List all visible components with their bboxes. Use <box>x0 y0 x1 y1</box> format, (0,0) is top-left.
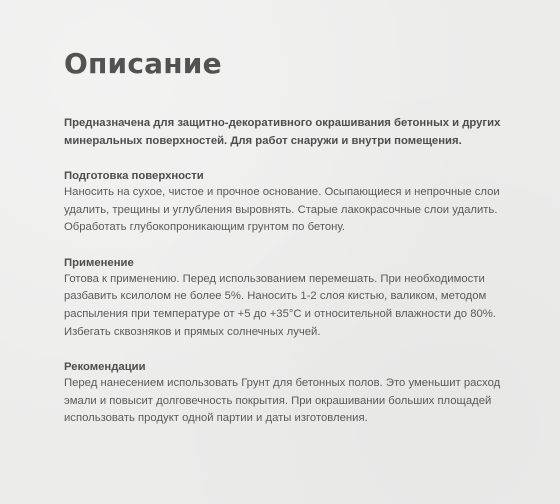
page-title: Описание <box>64 47 222 80</box>
section-application <box>64 255 504 341</box>
intro-text: Предназначена для защитно-декоративного окрашивания бетонных и других минеральных поверхностей. Для работ снаружи и внутри помещения. <box>64 117 501 147</box>
section-body: Готова к применению. Перед использованием перемешать. При необходимости разбавить ксилолом не более 5%. Наносить 1-2 слоя кистью, валиком, методом распыления при температуре от +5 до +35°C и относительной влажности до 80%. Избегать сквозняков и прямых солнечных лучей. <box>64 272 496 338</box>
section-heading: Рекомендации <box>64 361 146 374</box>
section-recommendations <box>64 359 504 428</box>
section-body: Перед нанесением использовать Грунт для бетонных полов. Это уменьшит расход эмали и повысит долговечность покрытия. При окрашивании больших площадей использовать продукт одной партии и даты изготовления. <box>64 377 501 425</box>
section-body: Наносить на сухое, чистое и прочное основание. Осыпающиеся и непрочные слои удалить, трещины и углубления выровнять. Старые лакокрасочные слои удалить. Обработать глубокопроникающим грунтом по бетону. <box>64 186 500 234</box>
section-surface-preparation <box>64 168 504 237</box>
section-heading: Подготовка поверхности <box>64 170 204 182</box>
section-heading: Применение <box>64 256 134 269</box>
